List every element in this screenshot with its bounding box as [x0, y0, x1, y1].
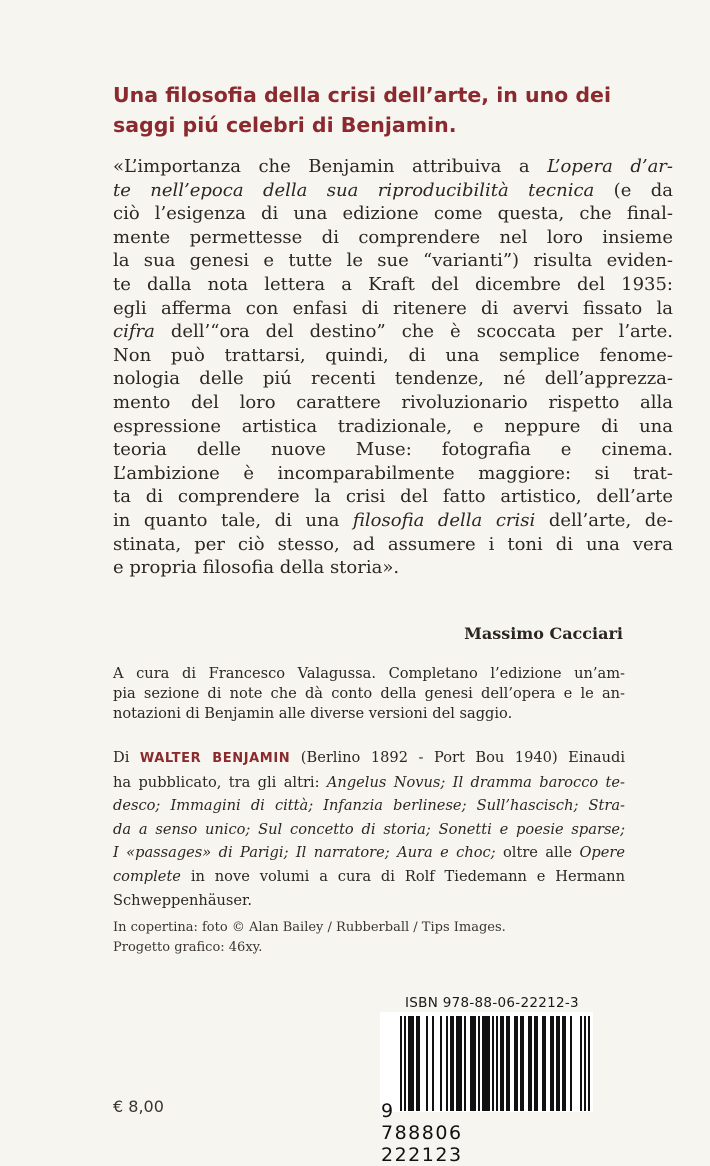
text-run: ha pubblicato, tra gli altri: [113, 773, 327, 791]
text-run: I «passages» di Parigi; Il narratore; Aura e choc; [113, 844, 496, 862]
quote-line [113, 391, 673, 415]
barcode-bar [544, 1016, 546, 1111]
barcode-bar [584, 1016, 586, 1111]
text-run: L’ambizione è incomparabilmente maggiore: si trat- [113, 462, 673, 484]
barcode-bar [460, 1016, 462, 1111]
bio-line [113, 865, 625, 889]
barcode-bar [536, 1016, 538, 1111]
barcode-bars [400, 1016, 590, 1111]
quote-line [113, 179, 673, 203]
text-run: complete [113, 867, 181, 885]
headline-line: saggi piú celebri di Benjamin. [113, 113, 457, 137]
quote-line [113, 556, 673, 580]
barcode-bar [588, 1016, 590, 1111]
bio-line [113, 746, 625, 771]
text-run: (Berlino 1892 - Port Bou 1940) Einaudi [290, 749, 625, 766]
curator-line: A cura di Francesco Valagussa. Completano l’edizione un’am- [113, 665, 625, 682]
text-run: cifra [113, 321, 155, 343]
barcode-bar [564, 1016, 566, 1111]
text-run: Angelus Novus; Il dramma barocco te- [326, 773, 625, 791]
text-run: da a senso unico; Sul concetto di storia; Sonetti e poesie sparse; [113, 820, 625, 838]
design-credit: Progetto grafico: 46xy. [113, 940, 263, 955]
text-run: Non può trattarsi, quindi, di una semplice fenome- [113, 344, 673, 366]
barcode-bar [446, 1016, 448, 1111]
blurb-quote [113, 155, 673, 580]
barcode-bar [508, 1016, 510, 1111]
headline [113, 80, 673, 140]
text-run: espressione artistica tradizionale, e neppure di una [113, 415, 673, 437]
quote-line [113, 485, 673, 509]
quote-line [113, 462, 673, 486]
barcode-bar [478, 1016, 480, 1111]
bio-line [113, 841, 625, 865]
quote-line [113, 367, 673, 391]
text-run: te dalla nota lettera a Kraft del dicembre del 1935: [113, 273, 673, 295]
headline-line: Una filosofia della crisi dell’arte, in uno dei [113, 83, 611, 107]
barcode-bar [404, 1016, 406, 1111]
text-run: L’opera d’ar- [547, 156, 673, 177]
text-run: ciò l’esigenza di una edizione come questa, che final- [113, 203, 673, 225]
bio-line [113, 771, 625, 795]
credits [113, 918, 633, 958]
text-run: Schweppenhäuser. [113, 891, 253, 909]
barcode-bar [492, 1016, 494, 1111]
text-run: dell’arte, de- [535, 509, 673, 531]
barcode-bar [400, 1016, 402, 1111]
quote-line [113, 155, 673, 179]
bio-line [113, 818, 625, 842]
text-run: mento del loro carattere rivoluzionario rispetto alla [113, 391, 673, 413]
barcode-bar [522, 1016, 524, 1111]
barcode [380, 1012, 593, 1112]
text-run: ta di comprendere la crisi del fatto artistico, dell’arte [113, 486, 673, 508]
quote-line [113, 297, 673, 321]
text-run: mente permettesse di comprendere nel loro insieme [113, 226, 673, 248]
barcode-bar [464, 1016, 466, 1111]
text-run: stinata, per ciò stesso, ad assumere i toni di una vera [113, 533, 673, 555]
curator-line: pia sezione di note che dà conto della genesi dell’opera e le an- [113, 685, 625, 702]
barcode-bar [516, 1016, 518, 1111]
isbn-label: ISBN 978-88-06-22212-3 [405, 995, 579, 1011]
text-run: oltre alle [495, 844, 580, 862]
quote-line [113, 320, 673, 344]
text-run: in quanto tale, di una [113, 509, 353, 531]
text-run: Di [113, 749, 140, 766]
barcode-bar [502, 1016, 504, 1111]
barcode-bar [432, 1016, 434, 1111]
barcode-bar [558, 1016, 560, 1111]
quote-author: Massimo Cacciari [464, 624, 623, 643]
barcode-digits: 9 788806 222123 [381, 1100, 463, 1166]
quote-line [113, 509, 673, 533]
quote-line [113, 226, 673, 250]
curator-line: notazioni di Benjamin alle diverse versioni del saggio. [113, 705, 513, 722]
price: € 8,00 [113, 1097, 164, 1116]
text-run: filosofia della crisi [352, 509, 536, 531]
barcode-bar [570, 1016, 572, 1111]
author-bio [113, 746, 625, 912]
quote-line [113, 415, 673, 439]
barcode-bar [580, 1016, 582, 1111]
bio-line [113, 889, 625, 913]
barcode-bar [488, 1016, 490, 1111]
quote-line [113, 438, 673, 462]
barcode-bar [440, 1016, 442, 1111]
quote-line [113, 202, 673, 226]
text-run: dell’“ora del destino” che è scoccata per l’arte. [154, 321, 673, 343]
text-run: Opere [579, 844, 625, 862]
text-run: teoria delle nuove Muse: fotografia e cinema. [113, 439, 673, 461]
cover-credit: In copertina: foto © Alan Bailey / Rubberball / Tips Images. [113, 920, 506, 935]
barcode-bar [426, 1016, 428, 1111]
quote-line [113, 273, 673, 297]
text-run: (e da [594, 179, 674, 201]
curator-note [113, 664, 625, 724]
barcode-bar [418, 1016, 420, 1111]
text-run: la sua genesi e tutte le sue “varianti”) risulta eviden- [113, 250, 673, 272]
barcode-bar [474, 1016, 476, 1111]
barcode-bar [530, 1016, 532, 1111]
author-name: WALTER BENJAMIN [139, 751, 291, 766]
quote-line [113, 249, 673, 273]
bio-line [113, 794, 625, 818]
text-run: egli afferma con enfasi di ritenere di avervi fissato la [113, 297, 673, 319]
text-run: te nell’epoca della sua riproducibilità tecnica [113, 179, 595, 201]
text-run: e propria filosofia della storia». [113, 557, 400, 579]
quote-line [113, 533, 673, 557]
barcode-bar [496, 1016, 498, 1111]
text-run: nologia delle piú recenti tendenze, né dell’apprezza- [113, 368, 673, 390]
quote-line [113, 344, 673, 368]
text-run: «L’importanza che Benjamin attribuiva a [113, 156, 548, 177]
text-run: in nove volumi a cura di Rolf Tiedemann e Hermann [180, 867, 625, 885]
text-run: desco; Immagini di città; Infanzia berlinese; Sull’hascisch; Stra- [113, 797, 625, 815]
barcode-bar [452, 1016, 454, 1111]
barcode-bar [552, 1016, 554, 1111]
barcode-bar [412, 1016, 414, 1111]
